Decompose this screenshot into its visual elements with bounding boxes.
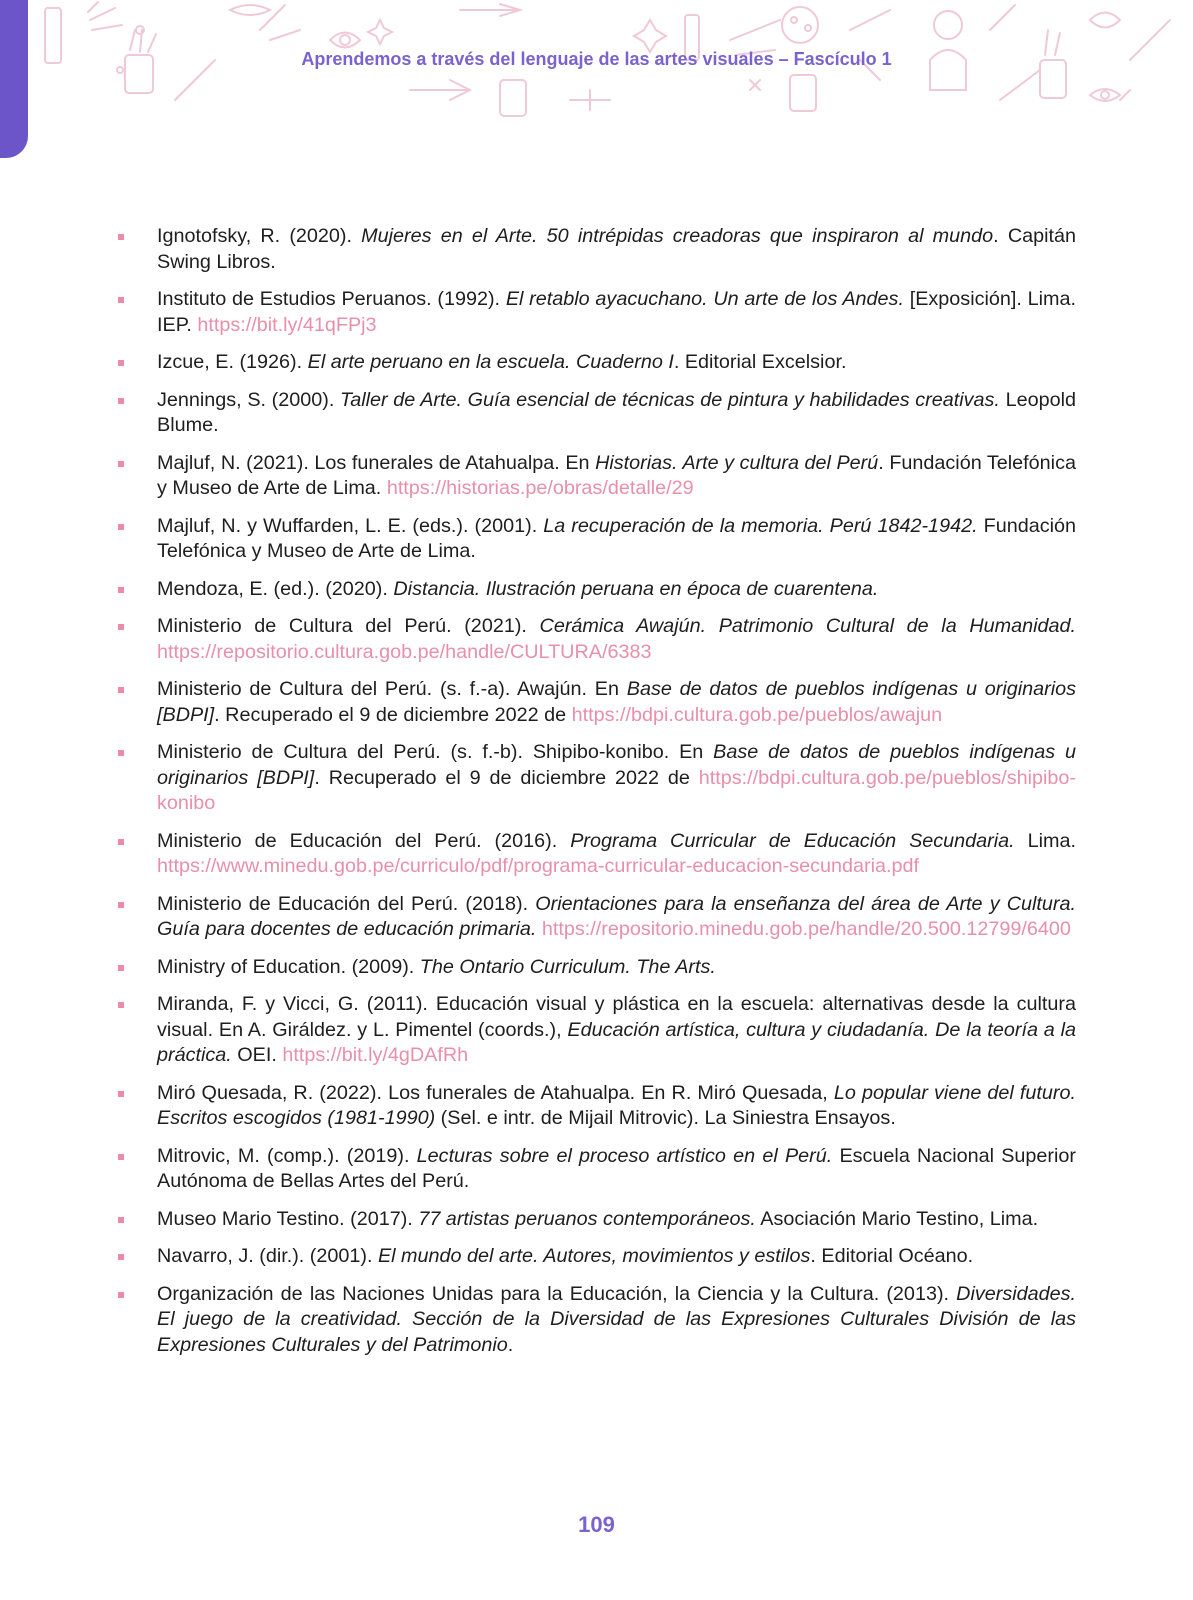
square-bullet-icon: [118, 902, 124, 908]
reference-publisher-text: . Editorial Excelsior.: [673, 351, 847, 373]
side-tab: [0, 0, 28, 158]
reference-link[interactable]: https://www.minedu.gob.pe/curriculo/pdf/programa-curricular-educacion-secundaria.pdf: [157, 855, 919, 877]
reference-item: [110, 514, 1076, 565]
reference-item: [110, 388, 1076, 439]
reference-author-text: Organización de las Naciones Unidas para la Educación, la Ciencia y la Cultura. (2013).: [157, 1282, 957, 1305]
reference-link[interactable]: https://bdpi.cultura.gob.pe/pueblos/awajun: [571, 703, 943, 726]
square-bullet-icon: [118, 1254, 124, 1260]
reference-author-text: Miró Quesada, R. (2022). Los funerales de Atahualpa. En R. Miró Quesada,: [157, 1081, 834, 1104]
reference-item: [110, 955, 1076, 981]
reference-publisher-text: Escuela Nacional Superior Autónoma de Bellas Artes del Perú.: [157, 1144, 1076, 1192]
reference-item: [110, 1244, 1076, 1270]
reference-publisher-text: OEI.: [231, 1044, 283, 1066]
reference-item: [110, 1144, 1076, 1195]
reference-title: La recuperación de la memoria. Perú 1842-1942.: [543, 514, 978, 537]
reference-publisher-text: (Sel. e intr. de Mijail Mitrovic). La Siniestra Ensayos.: [435, 1107, 896, 1129]
reference-item: [110, 451, 1076, 502]
reference-title: El retablo ayacuchano. Un arte de los Andes.: [505, 288, 904, 310]
reference-publisher-text: Fundación Telefónica y Museo de Arte de Lima.: [157, 514, 1076, 562]
references-list: [110, 224, 1076, 1370]
square-bullet-icon: [118, 839, 124, 845]
reference-title: Distancia. Ilustración peruana en época de cuarentena.: [393, 577, 879, 600]
reference-title: Orientaciones para la enseñanza del área de Arte y Cultura. Guía para docentes de educación primaria.: [157, 892, 1076, 940]
square-bullet-icon: [118, 461, 124, 467]
reference-author-text: Ministry of Education. (2009).: [157, 955, 420, 978]
square-bullet-icon: [118, 1091, 124, 1097]
reference-item: [110, 287, 1076, 338]
reference-author-text: Miranda, F. y Vicci, G. (2011). Educación visual y plástica en la escuela: alternativas desde la cultura visual. En A. Giráldez. y L. Pimentel (coords.),: [157, 993, 1076, 1041]
reference-title: The Ontario Curriculum. The Arts.: [419, 955, 716, 978]
reference-item: [110, 1282, 1076, 1359]
reference-title: Programa Curricular de Educación Secundaria.: [570, 829, 1015, 852]
reference-link[interactable]: https://bdpi.cultura.gob.pe/pueblos/shipibo-konibo: [157, 766, 1076, 814]
reference-title: Diversidades. El juego de la creatividad. Sección de la Diversidad de las Expresiones Culturales División de las Expresiones Culturales y del Patrimonio: [157, 1282, 1076, 1356]
reference-publisher-text: . Recuperado el 9 de diciembre 2022 de: [314, 766, 699, 789]
reference-link[interactable]: https://bit.ly/41qFPj3: [197, 313, 377, 336]
reference-item: [110, 740, 1076, 817]
reference-title: 77 artistas peruanos contemporáneos.: [418, 1207, 756, 1230]
square-bullet-icon: [118, 624, 124, 630]
reference-link[interactable]: https://historias.pe/obras/detalle/29: [386, 477, 694, 499]
reference-item: [110, 1207, 1076, 1233]
square-bullet-icon: [118, 1292, 124, 1298]
reference-title: El mundo del arte. Autores, movimientos y estilos: [377, 1245, 811, 1267]
reference-title: Mujeres en el Arte. 50 intrépidas creadoras que inspiraron al mundo: [361, 225, 994, 247]
reference-publisher-text: .: [507, 1333, 514, 1356]
square-bullet-icon: [118, 234, 124, 240]
page-number: 109: [578, 1512, 615, 1537]
reference-author-text: Ministerio de Educación del Perú. (2018).: [157, 892, 536, 915]
reference-author-text: Mendoza, E. (ed.). (2020).: [157, 577, 394, 600]
reference-publisher-text: Lima.: [1014, 829, 1076, 852]
square-bullet-icon: [118, 398, 124, 404]
square-bullet-icon: [118, 965, 124, 971]
square-bullet-icon: [118, 1154, 124, 1160]
reference-author-text: Ministerio de Cultura del Perú. (s. f.-a). Awajún. En: [157, 678, 627, 700]
reference-link[interactable]: https://repositorio.minedu.gob.pe/handle/20.500.12799/6400: [541, 918, 1071, 940]
reference-publisher-text: [Exposición]. Lima. IEP.: [157, 288, 1077, 336]
reference-publisher-text: . Editorial Océano.: [810, 1245, 974, 1267]
reference-author-text: Majluf, N. y Wuffarden, L. E. (eds.). (2001).: [157, 514, 544, 537]
reference-link[interactable]: https://bit.ly/4gDAfRh: [282, 1044, 469, 1066]
reference-item: [110, 677, 1076, 728]
reference-author-text: Majluf, N. (2021). Los funerales de Atahualpa. En: [157, 451, 596, 474]
square-bullet-icon: [118, 1217, 124, 1223]
reference-author-text: Instituto de Estudios Peruanos. (1992).: [157, 288, 506, 310]
reference-item: [110, 224, 1076, 275]
reference-author-text: Ministerio de Educación del Perú. (2016).: [157, 829, 571, 852]
reference-author-text: Mitrovic, M. (comp.). (2019).: [157, 1144, 417, 1167]
square-bullet-icon: [118, 297, 124, 303]
reference-author-text: Museo Mario Testino. (2017).: [157, 1207, 419, 1230]
document-header-title: Aprendemos a través del lenguaje de las artes visuales – Fascículo 1: [301, 49, 892, 69]
square-bullet-icon: [118, 687, 124, 693]
square-bullet-icon: [118, 750, 124, 756]
reference-author-text: Izcue, E. (1926).: [157, 351, 308, 373]
reference-title: Lecturas sobre el proceso artístico en el Perú.: [416, 1144, 833, 1167]
reference-title: Base de datos de pueblos indígenas u originarios [BDPI]: [157, 741, 1076, 789]
reference-title: Cerámica Awajún. Patrimonio Cultural de la Humanidad.: [539, 615, 1076, 637]
square-bullet-icon: [118, 360, 124, 366]
reference-publisher-text: Leopold Blume.: [157, 388, 1076, 436]
reference-author-text: Jennings, S. (2000).: [157, 388, 340, 411]
square-bullet-icon: [118, 524, 124, 530]
reference-author-text: Ministerio de Cultura del Perú. (2021).: [157, 615, 540, 637]
reference-link[interactable]: https://repositorio.cultura.gob.pe/handle/CULTURA/6383: [157, 640, 652, 663]
reference-item: [110, 614, 1076, 665]
reference-item: [110, 350, 1076, 376]
reference-publisher-text: Asociación Mario Testino, Lima.: [755, 1207, 1039, 1230]
reference-publisher-text: . Capitán Swing Libros.: [157, 225, 1077, 273]
reference-item: [110, 829, 1076, 880]
reference-author-text: Navarro, J. (dir.). (2001).: [157, 1245, 378, 1267]
reference-title: Educación artística, cultura y ciudadanía. De la teoría a la práctica.: [157, 1018, 1076, 1066]
reference-item: [110, 892, 1076, 943]
reference-item: [110, 1081, 1076, 1132]
reference-title: Historias. Arte y cultura del Perú: [595, 451, 879, 474]
reference-title: Base de datos de pueblos indígenas u originarios [BDPI]: [157, 678, 1076, 726]
square-bullet-icon: [118, 1002, 124, 1008]
reference-item: [110, 577, 1076, 603]
reference-title: Lo popular viene del futuro. Escritos escogidos (1981-1990): [157, 1081, 1076, 1129]
reference-publisher-text: . Fundación Telefónica y Museo de Arte de Lima.: [157, 451, 1076, 499]
reference-author-text: Ministerio de Cultura del Perú. (s. f.-b). Shipibo-konibo. En: [157, 741, 714, 763]
reference-title: El arte peruano en la escuela. Cuaderno I: [307, 351, 674, 373]
page-header: [0, 0, 1193, 160]
reference-item: [110, 992, 1076, 1069]
square-bullet-icon: [118, 587, 124, 593]
reference-publisher-text: . Recuperado el 9 de diciembre 2022 de: [214, 703, 572, 726]
reference-title: Taller de Arte. Guía esencial de técnicas de pintura y habilidades creativas.: [339, 388, 1000, 411]
reference-author-text: Ignotofsky, R. (2020).: [157, 225, 362, 247]
